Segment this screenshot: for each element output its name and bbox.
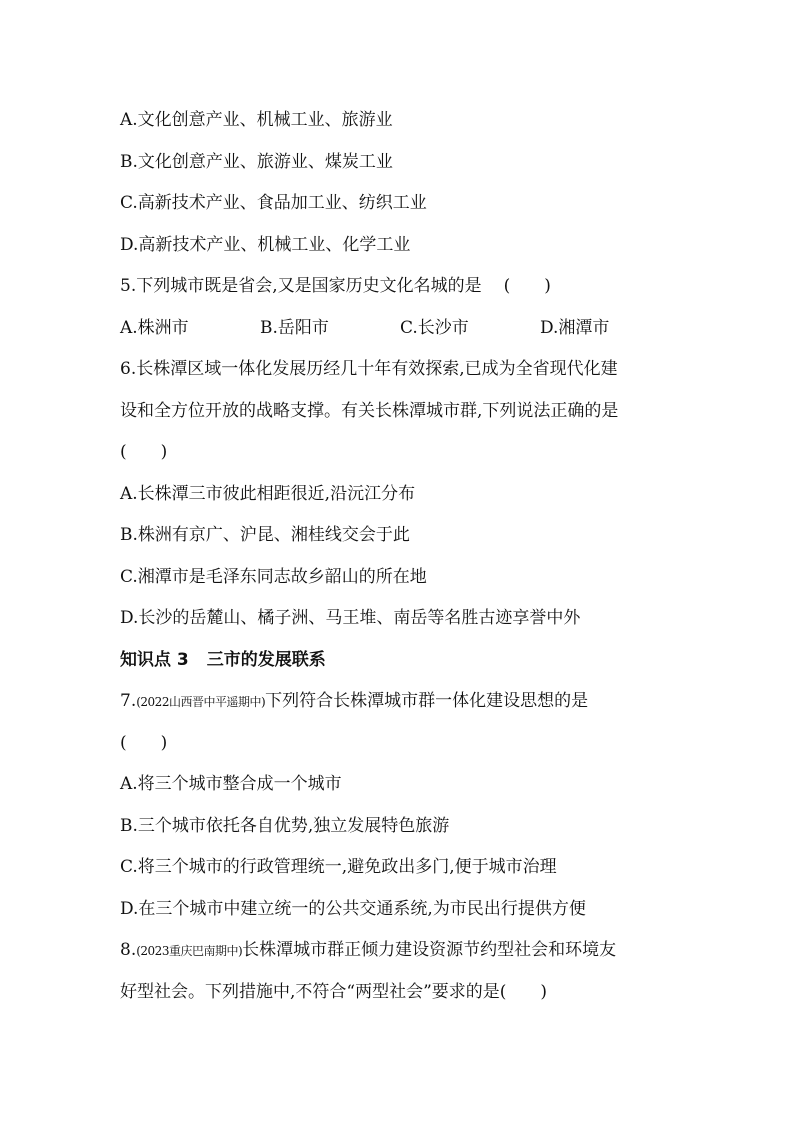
q4-option-c: C.高新技术产业、食品加工业、纺织工业	[120, 193, 427, 213]
q6-option-a: A.长株潭三市彼此相距很近,沿沅江分布	[120, 483, 416, 504]
q8-source: (2023重庆巴南期中)	[136, 944, 243, 958]
q8-stem-line2	[120, 972, 680, 1014]
q5-answer-paren: ( )	[503, 276, 551, 296]
q6-answer-paren: ( )	[120, 442, 168, 462]
q5-option-c: C.长沙市	[400, 317, 469, 338]
q7-option-c: C.将三个城市的行政管理统一,避免政出多门,便于城市治理	[120, 857, 557, 877]
q5-options	[120, 308, 680, 350]
q8-stem-text-2: 好型社会。下列措施中,不符合“两型社会”要求的是	[120, 981, 500, 1002]
q8-stem-line1	[120, 930, 680, 972]
q7-option-a: A.将三个城市整合成一个城市	[120, 774, 342, 794]
section-label: 知识点 3	[120, 649, 189, 670]
q7-stem	[120, 681, 680, 723]
q5-stem	[120, 266, 680, 308]
q8-number: 8.	[120, 940, 137, 960]
q6-option-c: C.湘潭市是毛泽东同志故乡韶山的所在地	[120, 566, 427, 587]
q6-option-b: B.株洲有京广、沪昆、湘桂线交会于此	[120, 525, 410, 545]
section-heading	[120, 640, 680, 682]
q7-stem-text: 下列符合长株潭城市群一体化建设思想的是	[265, 691, 589, 711]
q7-option-d: D.在三个城市中建立统一的公共交通系统,为市民出行提供方便	[120, 898, 586, 919]
q4-option-b: B.文化创意产业、旅游业、煤炭工业	[120, 151, 393, 172]
q7-source: (2022山西晋中平遥期中)	[136, 695, 266, 709]
q6-stem-line2: 设和全方位开放的战略支撑。有关长株潭城市群,下列说法正确的是	[120, 400, 619, 421]
q8-stem-text-1: 长株潭城市群正倾力建设资源节约型社会和环境友	[242, 940, 617, 960]
q5-option-a: A.株洲市	[120, 317, 189, 338]
q6-option-d: D.长沙的岳麓山、橘子洲、马王堆、南岳等名胜古迹享誉中外	[120, 608, 581, 628]
q6-stem-line1: 6.长株潭区域一体化发展历经几十年有效探索,已成为全省现代化建	[120, 359, 618, 379]
document-page	[120, 100, 680, 1013]
q5-option-d: D.湘潭市	[540, 317, 610, 338]
q8-answer-paren: ( )	[499, 981, 548, 1002]
q5-option-b: B.岳阳市	[260, 317, 329, 338]
q7-option-b: B.三个城市依托各自优势,独立发展特色旅游	[120, 815, 450, 836]
q7-answer-paren: ( )	[120, 732, 168, 753]
q5-stem-text: 5.下列城市既是省会,又是国家历史文化名城的是	[120, 276, 482, 296]
q4-option-a: A.文化创意产业、机械工业、旅游业	[120, 110, 393, 130]
q7-number: 7.	[120, 691, 137, 711]
q4-option-d: D.高新技术产业、机械工业、化学工业	[120, 234, 411, 255]
section-title: 三市的发展联系	[206, 649, 326, 670]
